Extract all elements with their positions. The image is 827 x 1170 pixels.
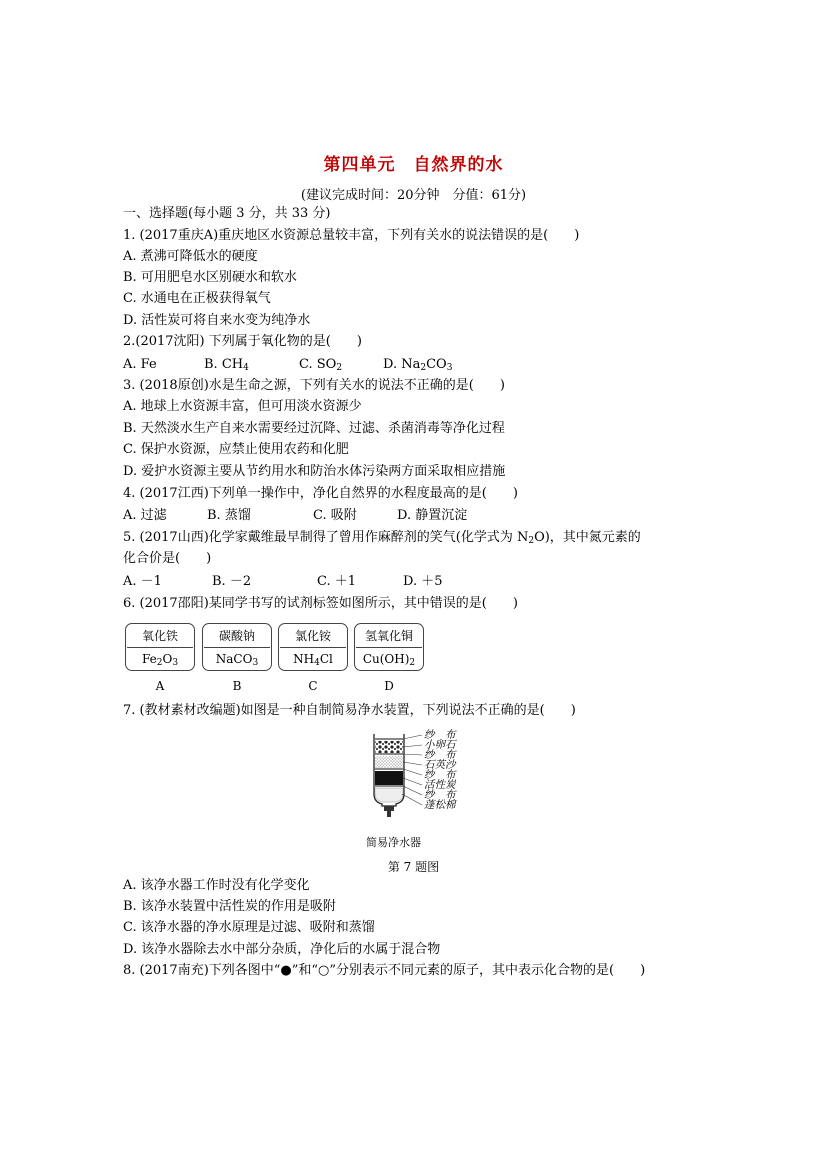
reagent-name: 碳酸钠 — [218, 629, 255, 643]
reagent-name: 氯化铵 — [294, 629, 331, 643]
layer-pebbles — [375, 741, 403, 753]
q5-stem-cont: 化合价是( ) — [123, 551, 212, 566]
page-subtitle: (建议完成时间：20分钟 分值：61分) — [300, 188, 527, 203]
q7-option-c: C. 该净水器的净水原理是过滤、吸附和蒸馏 — [123, 920, 375, 935]
layer-label: 小卵石 — [424, 739, 456, 751]
q4-options — [123, 508, 467, 524]
q2-option-c: C. $SO_2$ — [299, 357, 343, 373]
q4-option-c: C. 吸附 — [313, 508, 357, 523]
reagent-name: 氧化铁 — [141, 629, 178, 643]
q6-stem: 6. (2017邵阳)某同学书写的试剂标签如图所示，其中错误的是( ) — [123, 596, 518, 611]
q5-option-b: B. －2 — [212, 574, 252, 589]
layer-label: 纱 布 — [424, 749, 456, 761]
q3-option-d: D. 爱护水资源主要从节约用水和防治水体污染两方面采取相应措施 — [123, 464, 506, 479]
q2-stem: 2.(2017沈阳) 下列属于氧化物的是( ) — [123, 334, 362, 349]
q7-figure-caption: 第 7 题图 — [387, 860, 440, 874]
reagent-labels-figure — [123, 623, 423, 695]
q1-option-b: B. 可用肥皂水区别硬水和软水 — [123, 270, 297, 285]
section-heading: 一、选择题(每小题 3 分，共 33 分) — [123, 206, 331, 221]
q3-option-b: B. 天然淡水生产自来水需要经过沉降、过滤、杀菌消毒等净化过程 — [123, 421, 505, 436]
layer-label: 纱 布 — [424, 769, 456, 781]
layer-gauze — [375, 768, 403, 770]
layer-label: 纱 布 — [424, 729, 456, 741]
q5-option-a: A. －1 — [123, 574, 162, 589]
q2-options — [123, 357, 452, 376]
reagent-tag: C — [308, 679, 318, 693]
q5-option-d: D. ＋5 — [403, 574, 443, 589]
q5-option-c: C. ＋1 — [317, 574, 357, 589]
reagent-formula: NaCO$_3$ — [215, 652, 259, 668]
layer-quartz-sand — [375, 756, 403, 768]
q3-option-c: C. 保护水资源，应禁止使用农药和化肥 — [123, 442, 349, 457]
q5-options — [123, 574, 443, 590]
q2-option-a: A. Fe — [123, 357, 157, 372]
q1-option-d: D. 活性炭可将自来水变为纯净水 — [123, 313, 311, 328]
layer-label: 石英沙 — [424, 759, 456, 771]
q2-option-b: B. $CH_4$ — [204, 357, 249, 373]
q1-option-c: C. 水通电在正极获得氧气 — [123, 291, 271, 306]
q7-option-b: B. 该净水装置中活性炭的作用是吸附 — [123, 899, 336, 914]
layer-label: 活性炭 — [424, 779, 456, 791]
q3-stem: 3. (2018原创)水是生命之源，下列有关水的说法不正确的是( ) — [123, 378, 505, 393]
q4-stem: 4. (2017江西)下列单一操作中，净化自然界的水程度最高的是( ) — [123, 486, 518, 501]
reagent-formula: $Cu(OH)_2$ — [362, 652, 416, 668]
q4-option-b: B. 蒸馏 — [207, 508, 251, 523]
q1-option-a: A. 煮沸可降低水的硬度 — [123, 249, 258, 264]
layer-activated-carbon — [375, 771, 403, 785]
q5-stem: 5. (2017山西)化学家戴维最早制得了曾用作麻醉剂的笑气(化学式为 $N_2O$)，其中氮元素的 — [123, 530, 641, 546]
q1-stem: 1. (2017重庆A)重庆地区水资源总量较丰富，下列有关水的说法错误的是( ) — [123, 228, 580, 243]
layer-label: 纱 布 — [424, 789, 456, 801]
q8-stem: 8. (2017南充)下列各图中“●”和“○”分别表示不同元素的原子，其中表示化合物的是( ) — [123, 963, 646, 978]
reagent-formula: $Fe_2O_3$ — [141, 652, 179, 668]
page-title: 第四单元 自然界的水 — [323, 155, 504, 175]
q4-option-d: D. 静置沉淀 — [397, 508, 468, 523]
reagent-tag: D — [384, 679, 394, 693]
q7-stem: 7. (教材素材改编题)如图是一种自制简易净水装置，下列说法不正确的是( ) — [123, 703, 576, 718]
q7-option-d: D. 该净水器除去水中部分杂质，净化后的水属于混合物 — [123, 942, 441, 957]
device-label: 简易净水器 — [366, 836, 421, 849]
layer-labels — [424, 730, 456, 810]
layer-cotton — [375, 788, 403, 802]
q3-option-a: A. 地球上水资源丰富，但可用淡水资源少 — [123, 399, 362, 414]
reagent-tag: B — [232, 679, 242, 693]
water-purifier-figure — [360, 730, 470, 850]
q7-option-a: A. 该净水器工作时没有化学变化 — [123, 878, 310, 893]
layer-label: 蓬松棉 — [424, 799, 456, 811]
reagent-tag: A — [155, 679, 165, 693]
layer-gauze — [375, 753, 403, 755]
layer-gauze — [375, 738, 403, 740]
layer-gauze — [375, 785, 403, 787]
q4-option-a: A. 过滤 — [123, 508, 167, 523]
reagent-formula: $NH_4Cl$ — [293, 652, 333, 668]
reagent-name: 氢氧化铜 — [364, 629, 413, 643]
q2-option-d: D. $Na_2CO_3$ — [383, 357, 453, 373]
